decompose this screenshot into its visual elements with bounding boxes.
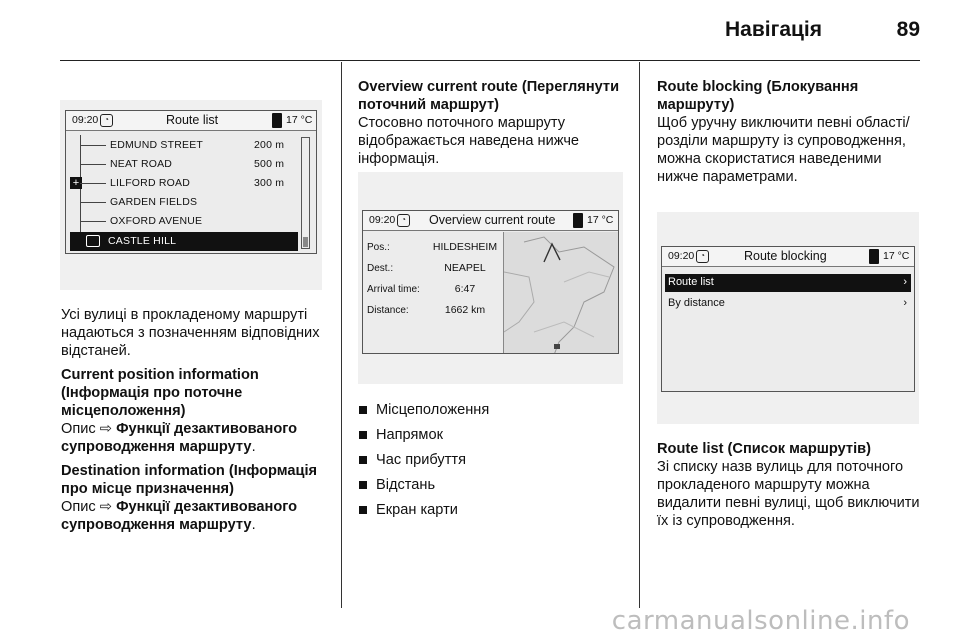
screen-title: Overview current route xyxy=(429,213,556,227)
clock-icon: ◔ xyxy=(100,114,113,127)
chevron-right-icon: › xyxy=(903,276,907,288)
section-text-route-list: Зі списку назв вулиць для поточного прокладеного маршруту можна видалити певні вулиці, щоб виключити їх із супроводження. xyxy=(657,459,920,529)
screen-time: 09:20 xyxy=(72,114,99,126)
overview-screen xyxy=(362,210,619,354)
destination-icon xyxy=(86,235,100,247)
list-item: Напрямок xyxy=(358,423,628,448)
overview-values: HILDESHEIM NEAPEL 6:47 1662 km xyxy=(432,241,498,316)
list-item: Місцеположення xyxy=(358,398,628,423)
reference-arrow-icon: ⇨ xyxy=(99,499,117,515)
list-item[interactable]: GARDEN FIELDS xyxy=(66,193,302,212)
list-item: Екран карти xyxy=(358,498,628,523)
expand-icon: + xyxy=(70,177,82,189)
battery-icon xyxy=(573,213,583,228)
header-rule xyxy=(60,60,920,61)
menu-item-by-distance[interactable]: By distance › xyxy=(668,297,907,309)
list-item[interactable]: + LILFORD ROAD 300 m xyxy=(66,174,302,193)
screen-time: 09:20 xyxy=(369,214,396,226)
section-text-destination: Опис ⇨ Функції дезактивованого супроводження маршруту. xyxy=(61,499,298,533)
battery-icon xyxy=(869,249,879,264)
route-blocking-screenshot xyxy=(657,212,919,424)
reference-link[interactable]: Функції дезактивованого супроводження маршруту xyxy=(61,499,298,533)
column-divider-2 xyxy=(639,62,640,608)
route-map[interactable] xyxy=(503,232,619,354)
section-title-destination: Destination information (Інформація про місце призначення) xyxy=(61,463,318,497)
reference-link[interactable]: Функції дезактивованого супроводження маршруту xyxy=(61,421,298,455)
list-item[interactable]: NEAT ROAD 500 m xyxy=(66,155,302,174)
page-title: Навігація xyxy=(724,18,822,41)
screen-header xyxy=(662,247,914,267)
section-text-route-blocking: Щоб уручну виключити певні області/розділи маршруту із супроводження, можна скористатися наведеними нижче параметрами. xyxy=(657,115,910,185)
clock-icon: ◔ xyxy=(397,214,410,227)
screen-temp: 17 °C xyxy=(286,114,313,126)
reference-arrow-icon: ⇨ xyxy=(99,421,117,437)
page-number: 89 xyxy=(896,18,920,41)
list-item[interactable]: OXFORD AVENUE xyxy=(66,212,302,231)
screen-header xyxy=(363,211,618,231)
list-item: Відстань xyxy=(358,473,628,498)
screen-title: Route blocking xyxy=(744,249,827,263)
menu-item-route-list[interactable]: Route list › xyxy=(665,274,911,292)
overview-labels: Pos.: Dest.: Arrival time: Distance: xyxy=(367,242,420,316)
watermark: carmanualsonline.info xyxy=(611,606,910,636)
overview-screenshot xyxy=(358,172,623,384)
screen-temp: 17 °C xyxy=(883,250,910,262)
route-list-screen xyxy=(65,110,317,254)
route-blocking-screen xyxy=(661,246,915,392)
scrollbar[interactable] xyxy=(301,137,310,249)
route-list-screenshot xyxy=(60,100,322,290)
screen-temp: 17 °C xyxy=(587,214,614,226)
intro-text: Усі вулиці в прокладеному маршруті надаються з позначенням відповідних відстаней. xyxy=(61,307,320,359)
section-text-overview: Стосовно поточного маршруту відображається наведена нижче інформація. xyxy=(358,115,580,167)
list-item[interactable]: EDMUND STREET 200 m xyxy=(66,136,302,155)
page-header xyxy=(60,0,920,62)
overview-bullet-list xyxy=(358,398,628,523)
battery-icon xyxy=(272,113,282,128)
screen-title: Route list xyxy=(166,113,219,127)
list-item-selected[interactable]: CASTLE HILL xyxy=(70,232,298,251)
section-title-route-list: Route list (Список маршрутів) xyxy=(657,441,871,457)
section-text-current-position: Опис ⇨ Функції дезактивованого супроводження маршруту. xyxy=(61,421,298,455)
list-item: Час прибуття xyxy=(358,448,628,473)
section-title-route-blocking: Route blocking (Блокування маршруту) xyxy=(657,79,859,113)
section-title-current-position: Current position information (Інформація про поточне місцеположення) xyxy=(61,367,259,419)
clock-icon: ◔ xyxy=(696,250,709,263)
screen-time: 09:20 xyxy=(668,250,695,262)
chevron-right-icon: › xyxy=(903,297,907,309)
map-graphic xyxy=(504,232,619,354)
column-divider-1 xyxy=(341,62,342,608)
screen-header xyxy=(66,111,316,131)
section-title-overview: Overview current route (Переглянути поточний маршрут) xyxy=(358,79,620,113)
